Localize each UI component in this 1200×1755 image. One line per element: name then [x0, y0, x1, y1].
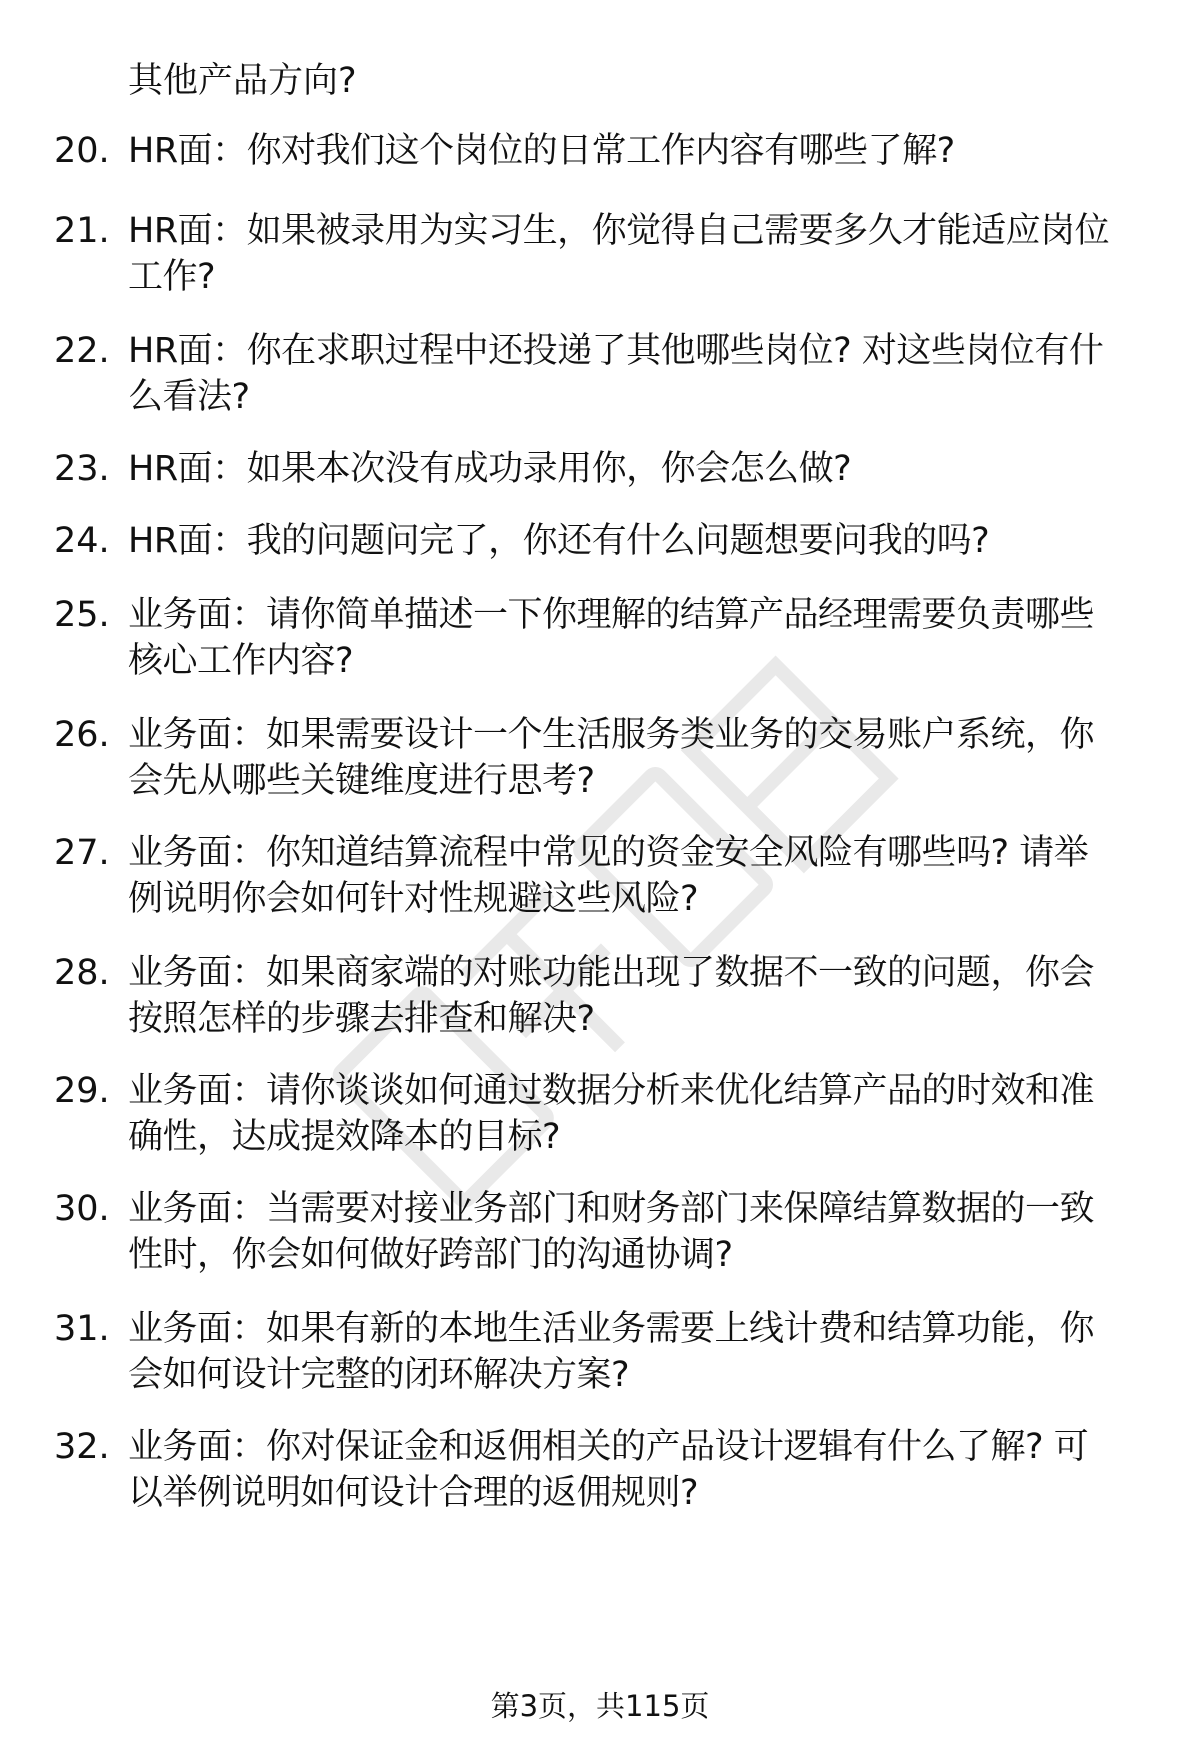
question-number: 21. — [54, 211, 110, 251]
question-text-line: 业务面：如果需要设计一个生活服务类业务的交易账户系统，你 — [128, 715, 1095, 755]
question-text-line: 业务面：当需要对接业务部门和财务部门来保障结算数据的一致 — [128, 1189, 1095, 1229]
question-number: 20. — [54, 131, 110, 171]
continued-question-line: 其他产品方向? — [128, 61, 357, 101]
question-number: 22. — [54, 331, 110, 371]
question-text-line: HR面：你对我们这个岗位的日常工作内容有哪些了解? — [128, 131, 955, 171]
question-text — [128, 950, 1200, 1042]
question-number: 27. — [54, 833, 110, 873]
question-text — [128, 328, 1200, 420]
question-text-line: 业务面：你知道结算流程中常见的资金安全风险有哪些吗? 请举 — [128, 833, 1089, 873]
question-text-line: 业务面：如果商家端的对账功能出现了数据不一致的问题，你会 — [128, 953, 1095, 993]
question-text-line: 业务面：请你谈谈如何通过数据分析来优化结算产品的时效和准 — [128, 1071, 1095, 1111]
question-text-line: 按照怎样的步骤去排查和解决? — [128, 999, 595, 1039]
question-text-line: HR面：我的问题问完了，你还有什么问题想要问我的吗? — [128, 521, 990, 561]
question-text-line: 会如何设计完整的闭环解决方案? — [128, 1355, 630, 1395]
question-text-line: 核心工作内容? — [128, 641, 354, 681]
question-text-line: 业务面：你对保证金和返佣相关的产品设计逻辑有什么了解? 可 — [128, 1427, 1089, 1467]
question-number: 25. — [54, 595, 110, 635]
question-text — [128, 1306, 1200, 1398]
question-text-line: HR面：如果被录用为实习生，你觉得自己需要多久才能适应岗位 — [128, 211, 1110, 251]
question-number: 29. — [54, 1071, 110, 1111]
question-text-line: 工作? — [128, 257, 216, 297]
question-text — [128, 592, 1200, 684]
question-text-line: 确性，达成提效降本的目标? — [128, 1117, 561, 1157]
question-text — [128, 128, 1200, 174]
question-text — [128, 830, 1200, 922]
question-number: 24. — [54, 521, 110, 561]
question-text-line: 以举例说明如何设计合理的返佣规则? — [128, 1473, 699, 1513]
question-text-line: HR面：你在求职过程中还投递了其他哪些岗位? 对这些岗位有什 — [128, 331, 1104, 371]
question-text-line: 会先从哪些关键维度进行思考? — [128, 761, 595, 801]
question-number: 31. — [54, 1309, 110, 1349]
question-text-line: 例说明你会如何针对性规避这些风险? — [128, 879, 699, 919]
question-text-line: 性时，你会如何做好跨部门的沟通协调? — [128, 1235, 733, 1275]
question-text — [128, 1424, 1200, 1516]
question-text — [128, 1068, 1200, 1160]
question-text — [128, 712, 1200, 804]
question-text — [128, 518, 1200, 564]
question-number: 26. — [54, 715, 110, 755]
question-text-line: HR面：如果本次没有成功录用你，你会怎么做? — [128, 449, 852, 489]
question-text — [128, 446, 1200, 492]
question-number: 32. — [54, 1427, 110, 1467]
question-text — [128, 208, 1200, 300]
question-text-line: 么看法? — [128, 377, 250, 417]
question-number: 28. — [54, 953, 110, 993]
page-footer: 第3页，共115页 — [490, 1689, 710, 1723]
question-text-line: 业务面：请你简单描述一下你理解的结算产品经理需要负责哪些 — [128, 595, 1095, 635]
question-text-line: 业务面：如果有新的本地生活业务需要上线计费和结算功能，你 — [128, 1309, 1095, 1349]
question-number: 23. — [54, 449, 110, 489]
question-number: 30. — [54, 1189, 110, 1229]
question-text — [128, 1186, 1200, 1278]
